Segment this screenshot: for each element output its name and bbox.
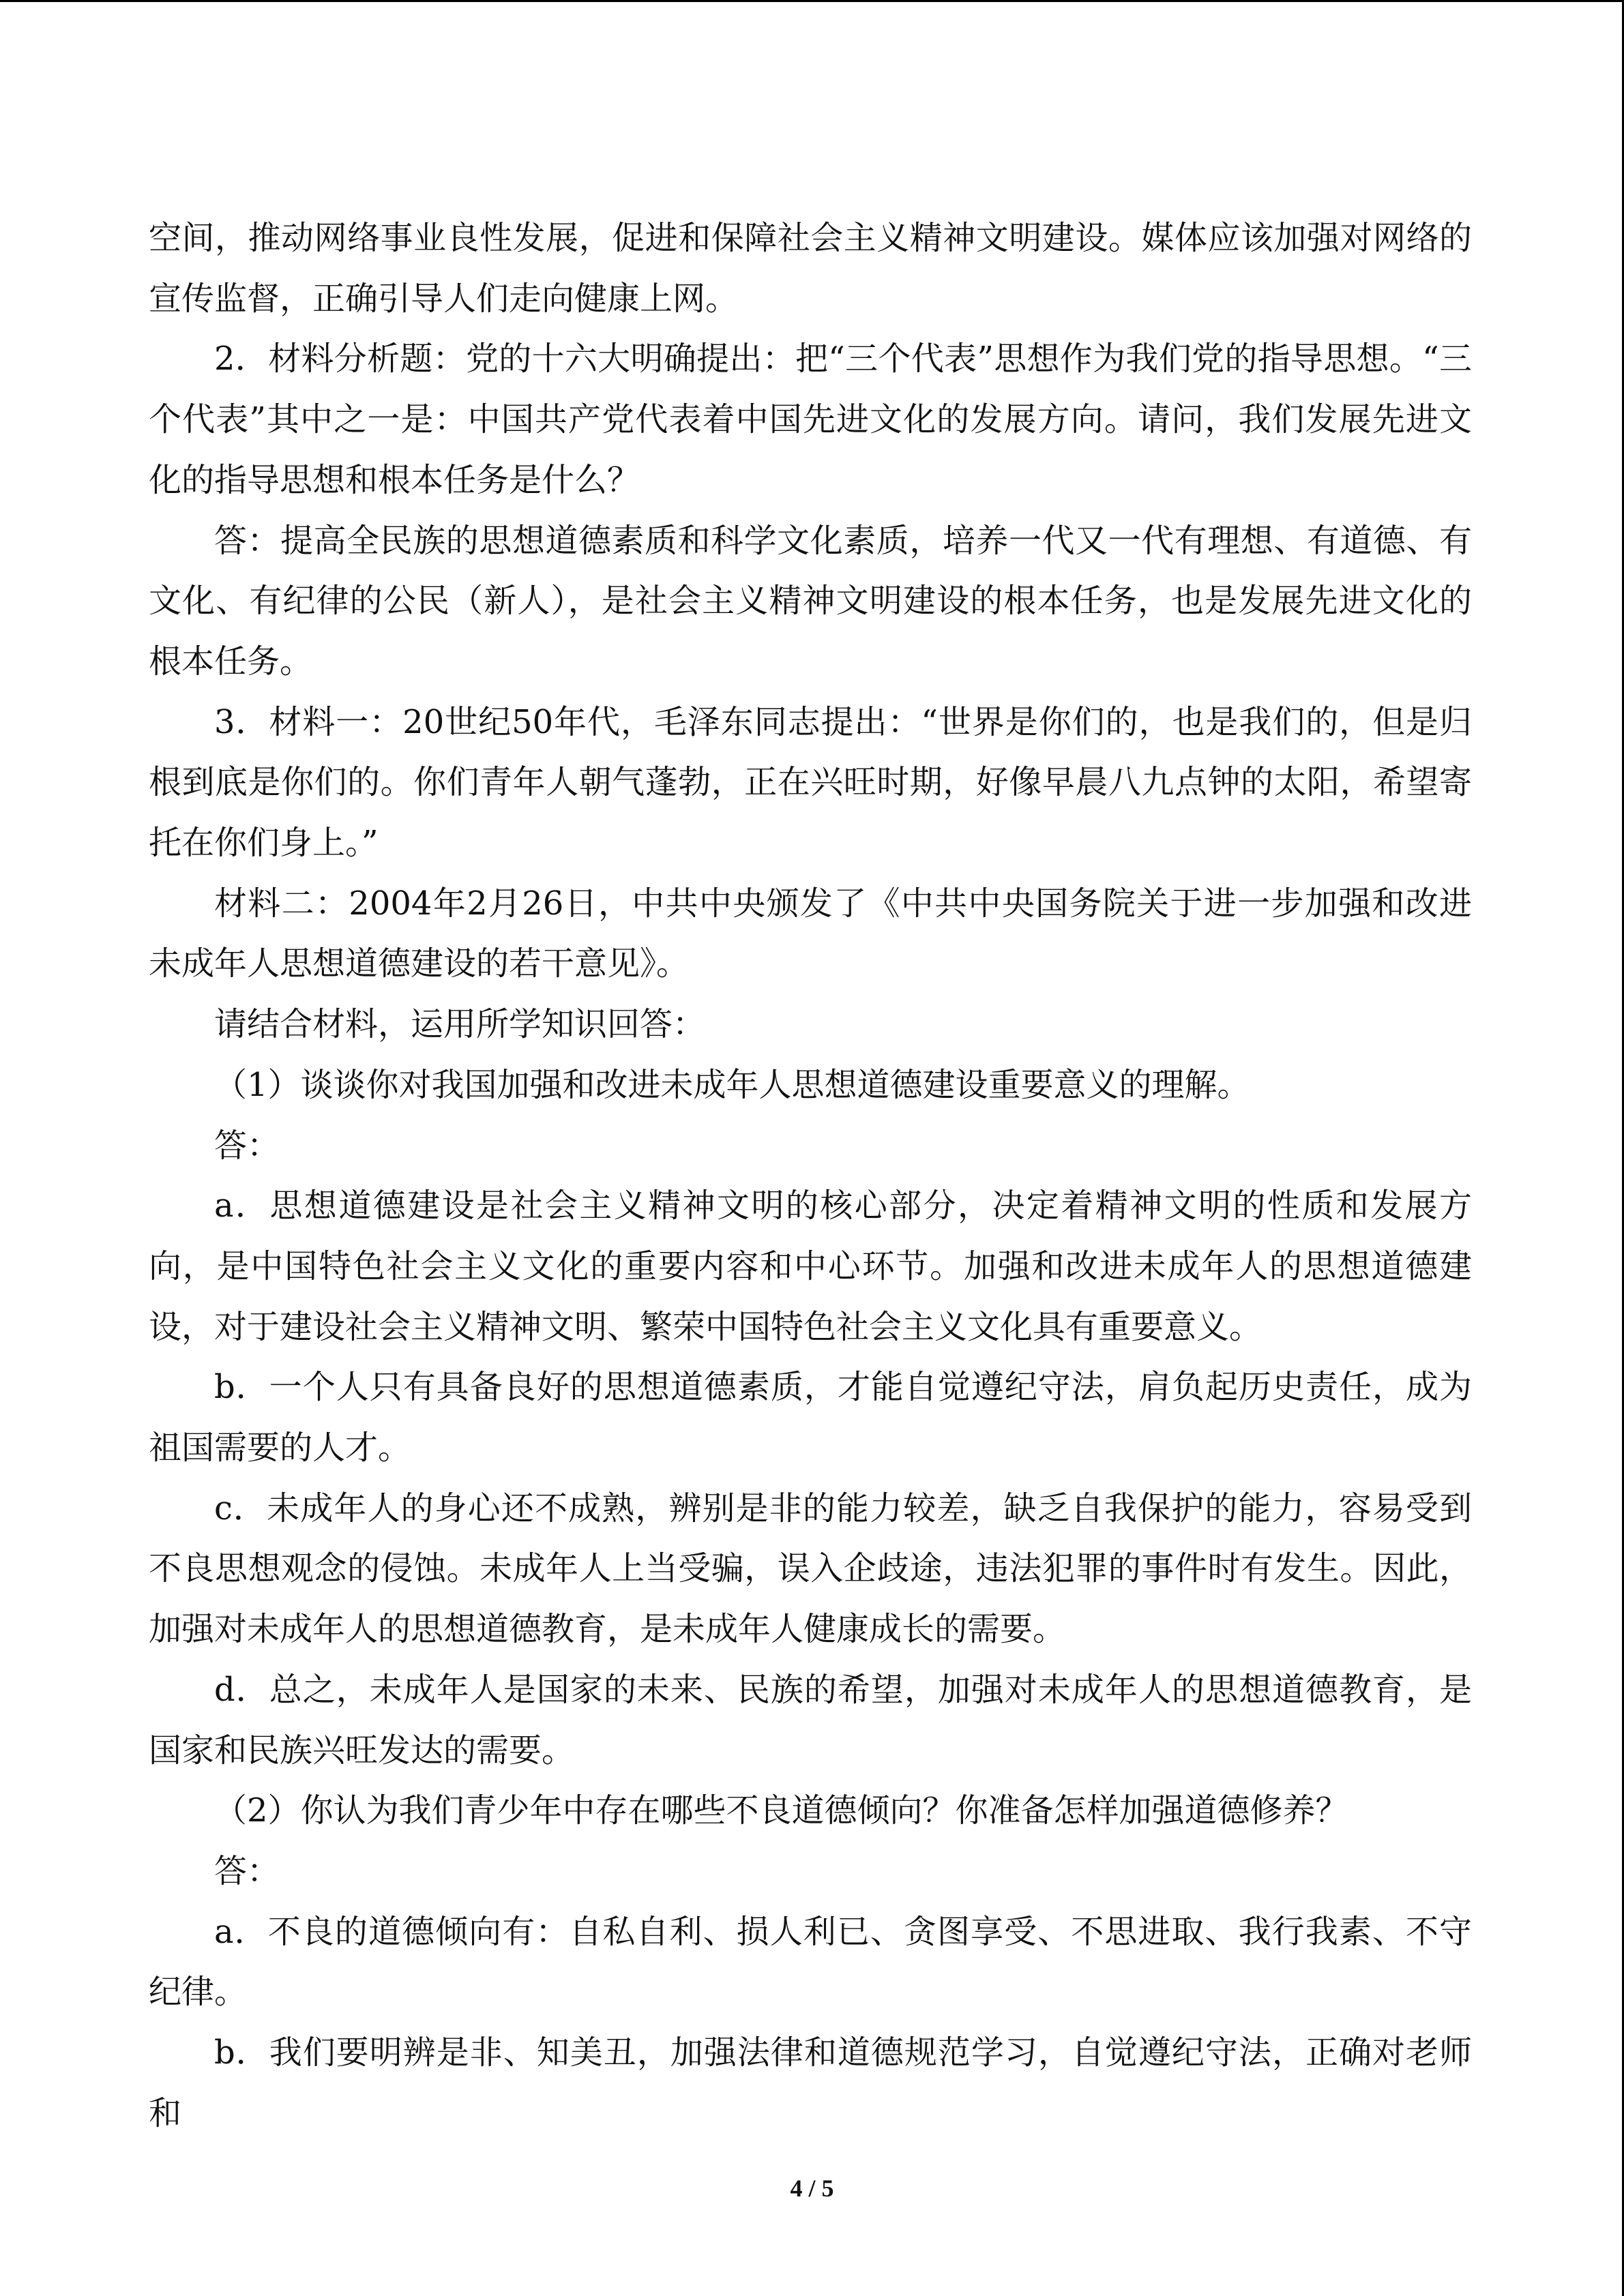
paragraph-11: c．未成年人的身心还不成熟，辨别是非的能力较差，缺乏自我保护的能力，容易受到不良思想观念的侵蚀。未成年人上当受骗，误入企歧途，违法犯罪的事件时有发生。因此，加强对未成年人的思想道德教育，是未成年人健康成长的需要。 — [149, 1489, 1472, 1649]
paragraph-8: 答： — [214, 1126, 280, 1165]
page-number: 4 / 5 — [790, 2175, 834, 2202]
paragraph-14: 答： — [214, 1851, 280, 1890]
paragraph-9: a．思想道德建设是社会主义精神文明的核心部分，决定着精神文明的性质和发展方向，是中国特色社会主义文化的重要内容和中心环节。加强和改进未成年人的思想道德建设，对于建设社会主义精神文明、繁荣中国特色社会主义文化具有重要意义。 — [149, 1187, 1472, 1346]
paragraph-15: a．不良的道德倾向有：自私自利、损人利已、贪图享受、不思进取、我行我素、不守纪律。 — [149, 1912, 1472, 2012]
paragraph-10: b．一个人只有具备良好的思想道德素质，才能自觉遵纪守法，肩负起历史责任，成为祖国需要的人才。 — [149, 1368, 1472, 1467]
paragraph-7: （1）谈谈你对我国加强和改进未成年人思想道德建设重要意义的理解。 — [214, 1065, 1250, 1104]
document-body — [149, 208, 1472, 2144]
paragraph-12: d．总之，未成年人是国家的未来、民族的希望，加强对未成年人的思想道德教育，是国家和民族兴旺发达的需要。 — [149, 1670, 1472, 1770]
paragraph-3: 答：提高全民族的思想道德素质和科学文化素质，培养一代又一代有理想、有道德、有文化、有纪律的公民（新人），是社会主义精神文明建设的根本任务，也是发展先进文化的根本任务。 — [149, 521, 1472, 681]
paragraph-16: b．我们要明辨是非、知美丑，加强法律和道德规范学习，自觉遵纪守法，正确对老师和 — [149, 2033, 1472, 2132]
paragraph-6: 请结合材料，运用所学知识回答： — [214, 1005, 706, 1044]
paragraph-5: 材料二：2004年2月26日，中共中央颁发了《中共中央国务院关于进一步加强和改进未成年人思想道德建设的若干意见》。 — [149, 884, 1472, 983]
paragraph-1: 空间，推动网络事业良性发展，促进和保障社会主义精神文明建设。媒体应该加强对网络的宣传监督，正确引导人们走向健康上网。 — [149, 219, 1472, 318]
paragraph-2: 2．材料分析题：党的十六大明确提出：把“三个代表”思想作为我们党的指导思想。“三个代表”其中之一是：中国共产党代表着中国先进文化的发展方向。请问，我们发展先进文化的指导思想和根本任务是什么？ — [149, 340, 1472, 499]
paragraph-4: 3．材料一：20世纪50年代，毛泽东同志提出：“世界是你们的，也是我们的，但是归根到底是你们的。你们青年人朝气蓬勃，正在兴旺时期，好像早晨八九点钟的太阳，希望寄托在你们身上。” — [149, 702, 1472, 863]
paragraph-13: （2）你认为我们青少年中存在哪些不良道德倾向？你准备怎样加强道德修养？ — [214, 1791, 1348, 1830]
